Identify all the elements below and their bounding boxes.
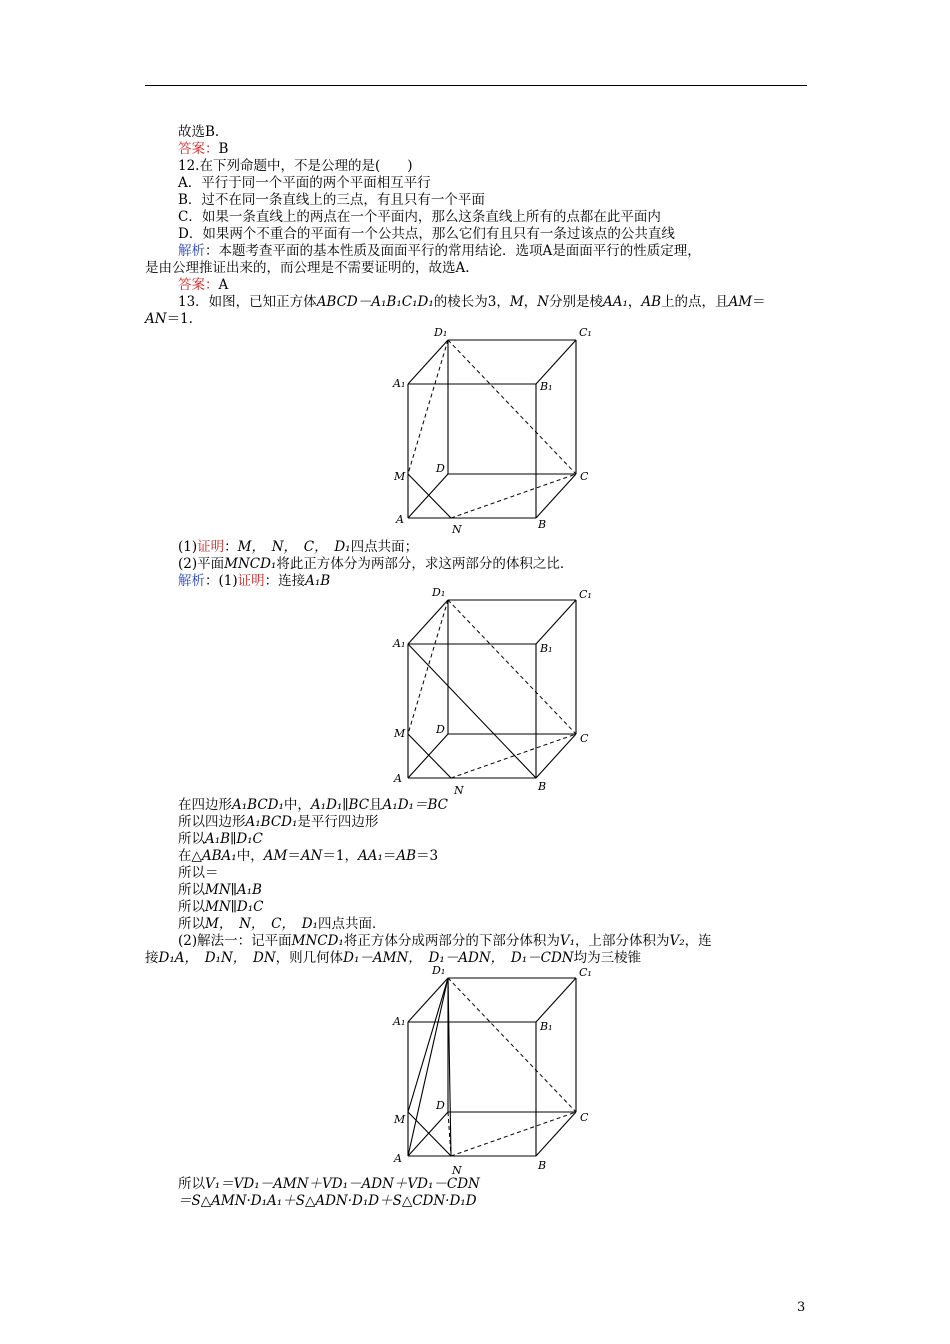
option-c: C．如果一条直线上的两点在一个平面内，那么这条直线上所有的点都在此平面内: [178, 209, 661, 225]
analysis-line-2: 是由公理推证出来的，而公理是不需要证明的，故选A.: [145, 260, 470, 276]
label-M: M: [394, 1113, 406, 1126]
label-B: B: [538, 1159, 547, 1172]
text-line: 所以＝: [178, 865, 219, 881]
label-B1: B₁: [540, 642, 553, 655]
label-B: B: [538, 780, 547, 793]
text-line: 所以A₁B∥D₁C: [178, 831, 263, 847]
proof-label: 证明: [197, 539, 225, 555]
label-D: D: [436, 462, 445, 475]
label-A: A: [394, 1152, 402, 1165]
label-B: B: [538, 518, 547, 531]
label-C: C: [580, 470, 589, 483]
text-line: 故选B.: [178, 124, 220, 140]
analysis-line: 解析：本题考查平面的基本性质及面面平行的常用结论．选项A是面面平行的性质定理，: [178, 243, 701, 259]
part-2-line: (2)平面MNCD₁将此正方体分为两部分，求这两部分的体积之比．: [178, 556, 574, 572]
option-d: D．如果两个不重合的平面有一个公共点，那么它们有且只有一条过该点的公共直线: [178, 226, 675, 242]
analysis-label: 解析: [178, 243, 205, 259]
header-rule: [145, 85, 807, 86]
text-line: (2)解法一：记平面MNCD₁将正方体分成两部分的下部分体积为V₁，上部分体积为V₂，连: [178, 933, 712, 949]
option-a: A．平行于同一个平面的两个平面相互平行: [178, 175, 431, 191]
label-D: D: [436, 1099, 445, 1112]
label-N: N: [454, 784, 464, 797]
page-number: 3: [797, 1300, 806, 1315]
label-M: M: [394, 727, 406, 740]
formula-line: 所以V₁＝VD₁－AMN＋VD₁－ADN＋VD₁－CDN: [178, 1176, 480, 1192]
label-M: M: [394, 470, 406, 483]
label-D1: D₁: [432, 586, 446, 599]
text-line: 所以MN∥A₁B: [178, 882, 262, 898]
label-D: D: [436, 723, 445, 736]
question-13-cont: AN＝1.: [145, 311, 193, 327]
answer-line-2: 答案：A: [178, 277, 229, 293]
answer-label: 答案：: [178, 141, 219, 157]
analysis-label: 解析: [178, 573, 205, 589]
cube-figure-3: [388, 963, 598, 1181]
label-D1: D₁: [434, 326, 448, 339]
cube-figure-1: [388, 322, 598, 540]
label-A1: A₁: [393, 1015, 406, 1028]
question-12: 12.在下列命题中，不是公理的是( ): [178, 158, 413, 174]
part-1-line: (1)证明：M， N， C， D₁四点共面；: [178, 539, 419, 555]
text-line: 所以MN∥D₁C: [178, 899, 264, 915]
text-line: 接D₁A， D₁N， DN，则几何体D₁－AMN， D₁－ADN， D₁－CDN均为三棱锥: [145, 950, 642, 966]
option-b: B．过不在同一条直线上的三点，有且只有一个平面: [178, 192, 485, 208]
label-A1: A₁: [393, 377, 406, 390]
text-line: 所以四边形A₁BCD₁是平行四边形: [178, 814, 379, 830]
text-line: 在四边形A₁BCD₁中，A₁D₁∥BC且A₁D₁＝BC: [178, 797, 448, 813]
text-line: 在△ABA₁中，AM＝AN＝1，AA₁＝AB＝3: [178, 848, 439, 864]
label-D1: D₁: [432, 964, 446, 977]
label-N: N: [452, 523, 462, 536]
cube-figure-2: [388, 585, 598, 803]
question-13: 13．如图，已知正方体ABCD－A₁B₁C₁D₁的棱长为3，M，N分别是棱AA₁，AB上的点，且AM＝: [178, 294, 766, 310]
label-C1: C₁: [579, 326, 592, 339]
proof-label: 证明: [237, 573, 265, 589]
label-C1: C₁: [579, 966, 592, 979]
label-A: A: [396, 513, 404, 526]
label-B1: B₁: [540, 380, 553, 393]
label-A: A: [394, 772, 402, 785]
analysis-line-3: 解析：(1)证明：连接A₁B: [178, 573, 331, 589]
label-C: C: [580, 1111, 589, 1124]
answer-line: 答案：B: [178, 141, 229, 157]
label-B1: B₁: [540, 1020, 553, 1033]
label-N: N: [452, 1164, 462, 1177]
label-A1: A₁: [393, 637, 406, 650]
formula-line: ＝S△AMN·D₁A₁＋S△ADN·D₁D＋S△CDN·D₁D: [178, 1193, 477, 1209]
answer-label: 答案：: [178, 277, 219, 293]
text-line: 所以M， N， C， D₁四点共面．: [178, 916, 386, 932]
label-C: C: [580, 732, 589, 745]
label-C1: C₁: [579, 588, 592, 601]
